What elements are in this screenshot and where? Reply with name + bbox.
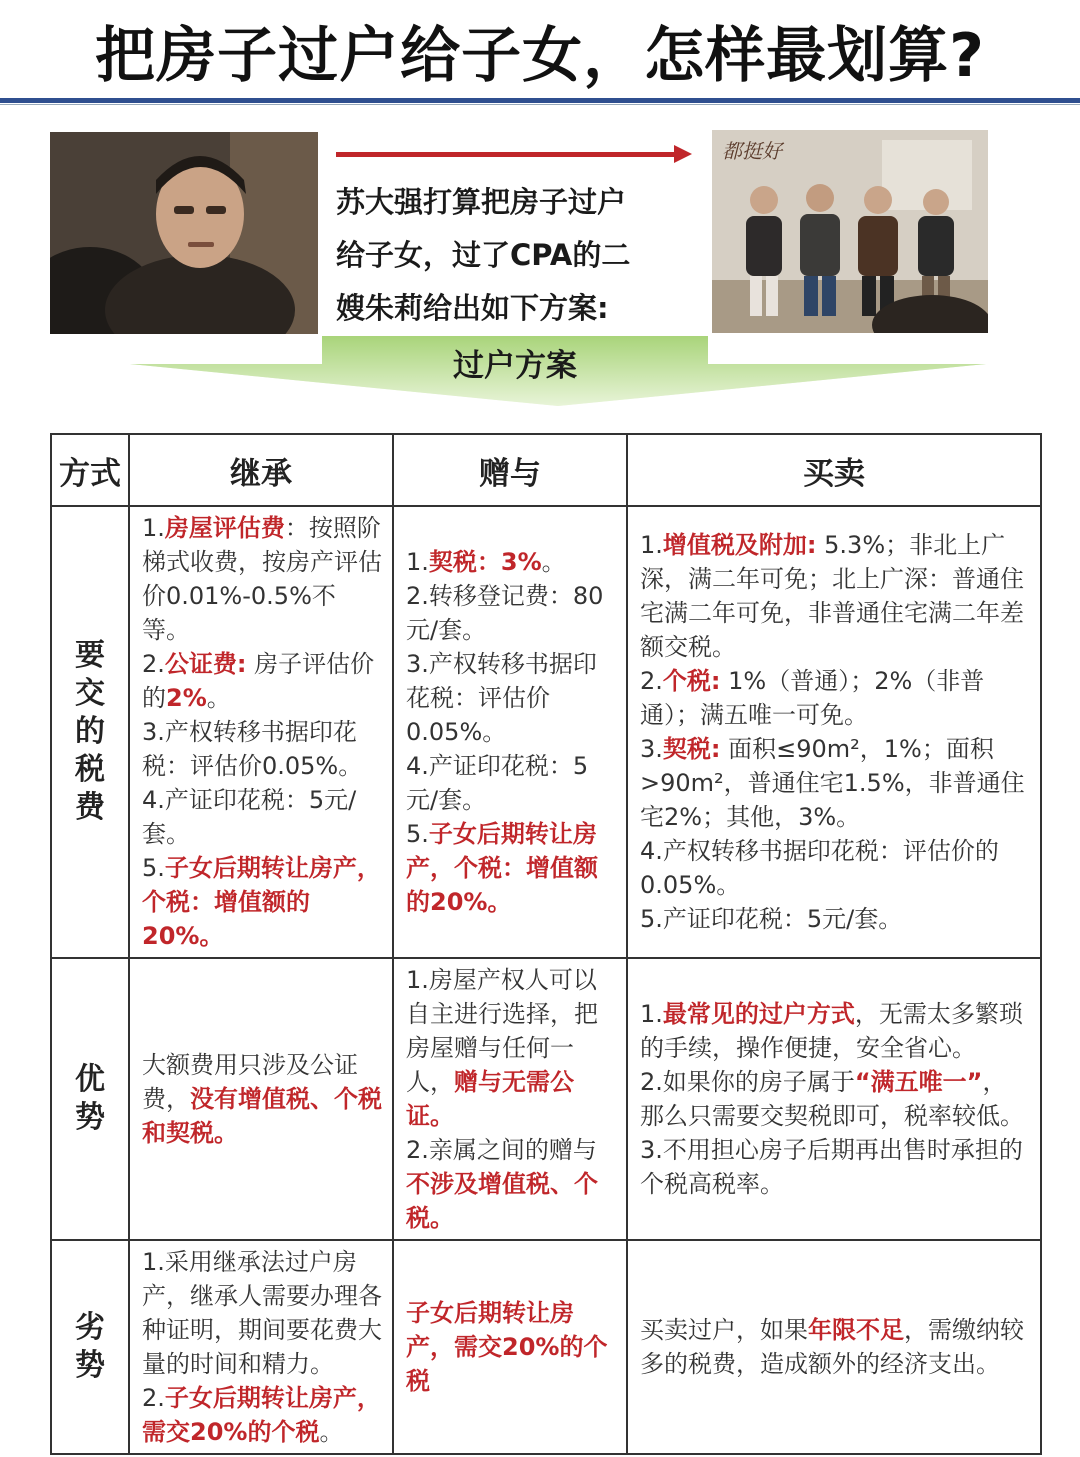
row-label-char: 要	[75, 638, 105, 673]
plan-comparison-table	[50, 433, 1042, 1455]
highlight-text: 最常见的过户方式	[662, 1000, 855, 1028]
drama-still-right	[712, 130, 988, 333]
table-row-taxes	[51, 506, 1041, 958]
body-text: ，需缴纳较多的税费，造成额外的经济支出。	[640, 1316, 1024, 1378]
body-text: 2.	[142, 650, 165, 678]
body-text: 2.如果你的房子属于	[640, 1068, 855, 1096]
red-arrow-line	[336, 152, 676, 157]
row-label-char: 优	[75, 1062, 105, 1097]
page-title: 把房子过户给子女，怎样最划算?	[95, 21, 985, 91]
cell-item	[640, 834, 1030, 902]
body-text: 1.	[640, 531, 663, 559]
cell-item	[406, 749, 616, 817]
body-text: 面积≤90m²，1%；面积>90m²，普通住宅1.5%，非普通住宅2%；其他，3%。	[640, 735, 1025, 831]
cell-taxes-inherit	[129, 506, 393, 958]
body-text: 3.产权转移书据印花税：评估价0.05%。	[406, 650, 597, 746]
cell-disadvantages-inherit	[129, 1240, 393, 1454]
cell-item	[142, 1245, 382, 1381]
body-text: 大额费用只涉及公证费，	[142, 1051, 358, 1113]
row-label-taxes	[51, 506, 129, 958]
row-label-char: 势	[75, 1348, 105, 1383]
intro-line: 嫂朱莉给出如下方案:	[336, 291, 609, 325]
cell-advantages-gift	[393, 958, 627, 1240]
body-text: 2.	[142, 1384, 165, 1412]
cell-item	[640, 1065, 1030, 1133]
highlight-text: 房屋评估费	[164, 514, 285, 542]
intro-line: 给子女，过了CPA的二	[336, 238, 631, 272]
cell-item	[406, 963, 616, 1133]
cell-taxes-sale	[627, 506, 1041, 958]
cell-item	[640, 997, 1030, 1065]
body-text: 2.转移登记费：80元/套。	[406, 582, 604, 644]
cell-item	[406, 647, 616, 749]
body-text: 4.产证印花税：5元/套。	[142, 786, 357, 848]
body-text: 。	[541, 548, 566, 576]
cell-taxes-gift	[393, 506, 627, 958]
body-text: 1.房屋产权人可以自主进行选择，把房屋赠与任何一人，	[406, 966, 598, 1096]
row-label-char: 费	[75, 790, 105, 825]
body-text: 2.亲属之间的赠与	[406, 1136, 597, 1164]
highlight-text: 个税:	[662, 667, 721, 695]
header-method: 方式	[51, 434, 129, 506]
body-text: 5.产证印花税：5元/套。	[640, 905, 903, 933]
body-text: 1.	[406, 548, 429, 576]
body-text: 5.	[142, 854, 165, 882]
cell-advantages-sale	[627, 958, 1041, 1240]
title-divider	[0, 98, 1080, 103]
body-text: 1.采用继承法过户房产，继承人需要办理各种证明，期间要花费大量的时间和精力。	[142, 1248, 382, 1378]
highlight-text: 赠与无需公证。	[406, 1068, 574, 1130]
highlight-text: 子女后期转让房产，需交20%的个税	[142, 1384, 381, 1446]
row-label-char: 劣	[75, 1310, 105, 1345]
highlight-text: 契税:	[662, 735, 721, 763]
cell-advantages-inherit	[129, 958, 393, 1240]
row-label-disadvantages	[51, 1240, 129, 1454]
cell-item	[640, 528, 1030, 664]
highlight-text: 子女后期转让房产，个税：增值额的20%。	[406, 820, 598, 916]
body-text: 1%（普通）；2%（非普通）；满五唯一可免。	[640, 667, 985, 729]
drama-still-left	[50, 132, 318, 334]
header-gift: 赠与	[393, 434, 627, 506]
body-text: 房子评估价的	[142, 650, 375, 712]
body-text: 买卖过户，如果	[640, 1316, 808, 1344]
body-text: 3.产权转移书据印花税：评估价0.05%。	[142, 718, 363, 780]
cell-item	[640, 902, 1030, 936]
cell-item	[142, 1381, 382, 1449]
body-text: 3.不用担心房子后期再出售时承担的个税高税率。	[640, 1136, 1023, 1198]
highlight-text: 子女后期转让房产，个税：增值额的20%。	[142, 854, 381, 950]
cell-item	[142, 715, 382, 783]
body-text: 1.	[142, 514, 165, 542]
table-header-row	[51, 434, 1041, 506]
cell-item	[406, 545, 616, 579]
row-label-char: 的	[75, 714, 105, 749]
body-text: 5.3%；非北上广深，满二年可免；北上广深：普通住宅满二年可免，非普通住宅满二年差额交税。	[640, 531, 1024, 661]
row-label-char: 交	[75, 676, 105, 711]
highlight-text: 年限不足	[808, 1316, 904, 1344]
cell-item	[142, 783, 382, 851]
cell-item	[142, 1048, 382, 1150]
highlight-text: 公证费:	[164, 650, 247, 678]
body-text: 4.产证印花税：5元/套。	[406, 752, 589, 814]
title-divider-thin	[0, 104, 1080, 105]
intro-line: 苏大强打算把房子过户	[336, 185, 627, 219]
cell-item	[640, 732, 1030, 834]
body-text: ，无需太多繁琐的手续，操作便捷，安全省心。	[640, 1000, 1023, 1062]
table-row-advantages	[51, 958, 1041, 1240]
cell-item	[640, 664, 1030, 732]
intro-text	[336, 176, 696, 335]
body-text: 1.	[640, 1000, 663, 1028]
highlight-text: 子女后期转让房产，需交20%的个税	[406, 1299, 608, 1395]
body-text: 5.	[406, 820, 429, 848]
body-text: ：按照阶梯式收费，按房产评估价0.01%-0.5%不等。	[142, 514, 382, 644]
cell-item	[406, 1133, 616, 1235]
cell-item	[406, 817, 616, 919]
plan-banner-label: 过户方案	[453, 348, 577, 384]
highlight-text: 2%	[166, 684, 207, 712]
body-text: 4.产权转移书据印花税：评估价的0.05%。	[640, 837, 999, 899]
arrow-right-icon	[674, 145, 692, 163]
cell-item	[142, 647, 382, 715]
header-sale: 买卖	[627, 434, 1041, 506]
highlight-text: “满五唯一”	[854, 1068, 983, 1096]
highlight-text: 不涉及增值税、个税。	[406, 1170, 598, 1232]
cell-item	[142, 851, 382, 953]
body-text: 。	[206, 684, 231, 712]
cell-item	[640, 1133, 1030, 1201]
cell-item	[142, 511, 382, 647]
body-text: 。	[319, 1418, 344, 1446]
body-text: ，那么只需要交契税即可，税率较低。	[640, 1068, 1024, 1130]
body-text: 2.	[640, 667, 663, 695]
cell-disadvantages-gift	[393, 1240, 627, 1454]
cell-item	[406, 1296, 616, 1398]
body-text: 3.	[640, 735, 663, 763]
cell-item	[406, 579, 616, 647]
row-label-char: 税	[75, 752, 105, 787]
row-label-char: 势	[75, 1100, 105, 1135]
cell-item	[640, 1313, 1030, 1381]
table-row-disadvantages	[51, 1240, 1041, 1454]
cell-disadvantages-sale	[627, 1240, 1041, 1454]
header-inherit: 继承	[129, 434, 393, 506]
highlight-text: 没有增值税、个税和契税。	[142, 1085, 382, 1147]
row-label-advantages	[51, 958, 129, 1240]
drama-logo: 都挺好	[722, 139, 782, 163]
highlight-text: 增值税及附加:	[662, 531, 817, 559]
highlight-text: 契税：3%	[428, 548, 542, 576]
